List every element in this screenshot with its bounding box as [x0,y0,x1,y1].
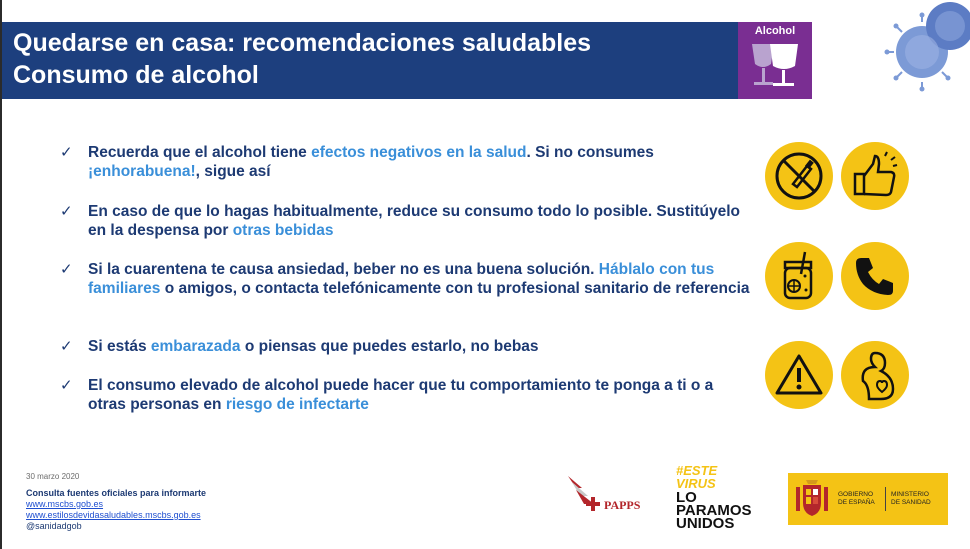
thumbs-up-icon [841,142,909,210]
list-item: ✓ Si estás embarazada o piensas que puedes estarlo, no bebas [60,338,539,355]
sources-heading: Consulta fuentes oficiales para informarte [26,488,207,498]
campaign-logo: #ESTE VIRUS LO PARAMOS UNIDOS [676,463,752,532]
list-item: ✓ En caso de que lo hagas habitualmente, reduce su consumo todo lo posible. Sustitúyelo en la despensa por otras bebidas [60,203,740,239]
ministry-link[interactable]: www.mscbs.gob.es [26,499,104,509]
check-icon: ✓ [60,203,73,220]
healthy-lifestyle-link[interactable]: www.estilosdevidasaludables.mscbs.gob.es [26,510,201,520]
juice-jar-icon [765,242,833,310]
check-icon: ✓ [60,377,73,394]
papps-logo: PAPPS [566,472,646,516]
list-item: ✓ El consumo elevado de alcohol puede hacer que tu comportamiento te ponga a ti o a otras personas en riesgo de infectarte [60,377,714,413]
alcohol-tile [738,22,812,99]
page-title: Quedarse en casa: recomendaciones saludables [13,29,592,57]
government-logo: GOBIERNO DE ESPAÑA MINISTERIO DE SANIDAD [788,473,948,525]
coat-of-arms-icon [794,479,830,519]
virus-illustration [884,0,970,95]
check-icon: ✓ [60,144,73,161]
social-handle: @sanidadgob [26,521,82,531]
check-icon: ✓ [60,338,73,355]
title-banner [2,22,738,99]
no-alcohol-icon [765,142,833,210]
wine-glasses-icon [738,22,812,99]
phone-icon [841,242,909,310]
pregnant-icon [841,341,909,409]
warning-icon [765,341,833,409]
list-item: ✓ Recuerda que el alcohol tiene efectos negativos en la salud. Si no consumes ¡enhorabuena!, sigue así [60,144,654,180]
list-item: ✓ Si la cuarentena te causa ansiedad, beber no es una buena solución. Háblalo con tus familiares o amigos, o contacta telefónicamente con tu profesional sanitario de referencia [60,261,750,297]
date-label: 30 marzo 2020 [26,472,80,481]
page-subtitle: Consumo de alcohol [13,61,259,89]
alcohol-tile-label: Alcohol [754,25,796,37]
check-icon: ✓ [60,261,73,278]
